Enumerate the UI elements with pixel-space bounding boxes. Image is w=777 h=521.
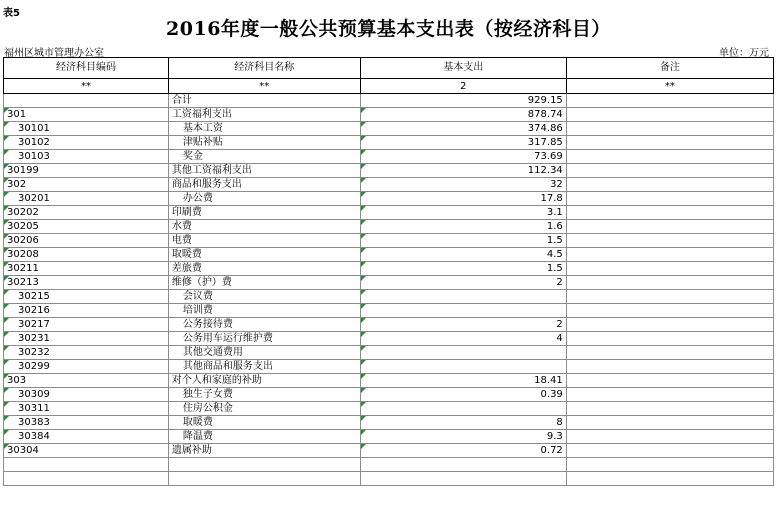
cell-amount[interactable] bbox=[360, 248, 566, 262]
cell-name[interactable]: 取暖费 bbox=[168, 248, 360, 262]
table-row bbox=[4, 416, 774, 430]
cell-name[interactable]: 公务接待费 bbox=[168, 318, 360, 332]
error-flag-icon bbox=[4, 318, 9, 323]
cell-amount-text: 374.86 bbox=[527, 123, 563, 134]
cell-note[interactable] bbox=[566, 472, 773, 486]
cell-code-text: 30202 bbox=[7, 207, 39, 218]
cell-code-text: 30309 bbox=[18, 389, 50, 400]
cell-code[interactable] bbox=[4, 430, 169, 444]
error-flag-icon bbox=[361, 304, 366, 309]
cell-name[interactable]: 其他交通费用 bbox=[168, 346, 360, 360]
error-flag-icon bbox=[361, 220, 366, 225]
error-flag-icon bbox=[4, 416, 9, 421]
cell-amount-text: 1.5 bbox=[546, 235, 563, 246]
table-row bbox=[4, 388, 774, 402]
header-note[interactable]: 备注 bbox=[566, 58, 773, 79]
cell-amount[interactable] bbox=[360, 94, 566, 108]
table-row bbox=[4, 122, 774, 136]
cell-amount[interactable] bbox=[360, 150, 566, 164]
cell-code-text: 30232 bbox=[18, 347, 50, 358]
cell-code[interactable] bbox=[4, 472, 169, 486]
org-name: 福州区城市管理办公室 bbox=[4, 48, 104, 59]
cell-code[interactable] bbox=[4, 178, 169, 192]
header-name[interactable]: 经济科目名称 bbox=[168, 58, 360, 79]
cell-amount-text: 0.72 bbox=[540, 445, 563, 456]
error-flag-icon bbox=[361, 290, 366, 295]
header-code[interactable]: 经济科目编码 bbox=[4, 58, 169, 79]
cell-code-text: 30217 bbox=[18, 319, 50, 330]
cell-code[interactable] bbox=[4, 136, 169, 150]
table-label: 表5 bbox=[3, 8, 20, 19]
error-flag-icon bbox=[361, 178, 366, 183]
cell-name[interactable]: 其他商品和服务支出 bbox=[168, 360, 360, 374]
cell-amount[interactable] bbox=[360, 388, 566, 402]
error-flag-icon bbox=[361, 192, 366, 197]
error-flag-icon bbox=[361, 276, 366, 281]
error-flag-icon bbox=[361, 164, 366, 169]
cell-code-text: 30304 bbox=[7, 445, 39, 456]
error-flag-icon bbox=[4, 262, 9, 267]
cell-name[interactable]: 维修（护）费 bbox=[168, 276, 360, 290]
cell-code-text: 301 bbox=[7, 109, 27, 120]
cell-amount[interactable] bbox=[360, 304, 566, 318]
table-row bbox=[4, 206, 774, 220]
cell-amount[interactable] bbox=[360, 192, 566, 206]
error-flag-icon bbox=[361, 248, 366, 253]
error-flag-icon bbox=[361, 360, 366, 365]
error-flag-icon bbox=[4, 150, 9, 155]
cell-amount[interactable] bbox=[360, 318, 566, 332]
cell-name[interactable]: 商品和服务支出 bbox=[168, 178, 360, 192]
table-row bbox=[4, 402, 774, 416]
cell-code-text: 30383 bbox=[18, 417, 50, 428]
error-flag-icon bbox=[4, 206, 9, 211]
cell-note[interactable] bbox=[566, 290, 773, 304]
header-amount[interactable]: 基本支出 bbox=[360, 58, 566, 79]
cell-code[interactable] bbox=[4, 304, 169, 318]
cell-name[interactable]: 电费 bbox=[168, 234, 360, 248]
cell-code[interactable] bbox=[4, 458, 169, 472]
cell-code[interactable] bbox=[4, 388, 169, 402]
cell-note[interactable] bbox=[566, 220, 773, 234]
page-title: 2016年度一般公共预算基本支出表（按经济科目） bbox=[166, 18, 611, 40]
cell-code-text: 30231 bbox=[18, 333, 50, 344]
cell-amount[interactable] bbox=[360, 262, 566, 276]
cell-code-text: 303 bbox=[7, 375, 27, 386]
cell-code[interactable] bbox=[4, 276, 169, 290]
marker-cell[interactable]: ** bbox=[566, 79, 773, 94]
cell-code-text: 30101 bbox=[18, 123, 50, 134]
cell-name[interactable]: 公务用车运行维护费 bbox=[168, 332, 360, 346]
cell-note[interactable] bbox=[566, 248, 773, 262]
cell-name[interactable]: 津贴补贴 bbox=[168, 136, 360, 150]
table-row bbox=[4, 276, 774, 290]
cell-note[interactable] bbox=[566, 318, 773, 332]
error-flag-icon bbox=[361, 374, 366, 379]
cell-code-text: 30215 bbox=[18, 291, 50, 302]
table-row bbox=[4, 430, 774, 444]
table-row bbox=[4, 318, 774, 332]
cell-name[interactable]: 合计 bbox=[168, 94, 360, 108]
error-flag-icon bbox=[361, 234, 366, 239]
error-flag-icon bbox=[4, 402, 9, 407]
cell-code[interactable] bbox=[4, 360, 169, 374]
cell-note[interactable] bbox=[566, 234, 773, 248]
cell-note[interactable] bbox=[566, 416, 773, 430]
error-flag-icon bbox=[4, 374, 9, 379]
cell-name[interactable]: 对个人和家庭的补助 bbox=[168, 374, 360, 388]
error-flag-icon bbox=[4, 122, 9, 127]
cell-amount-text: 4 bbox=[556, 333, 563, 344]
cell-note[interactable] bbox=[566, 262, 773, 276]
cell-note[interactable] bbox=[566, 360, 773, 374]
budget-table bbox=[3, 57, 774, 486]
cell-code[interactable] bbox=[4, 318, 169, 332]
cell-amount[interactable] bbox=[360, 360, 566, 374]
cell-amount[interactable] bbox=[360, 234, 566, 248]
cell-code[interactable] bbox=[4, 374, 169, 388]
cell-code[interactable] bbox=[4, 150, 169, 164]
error-flag-icon bbox=[4, 346, 9, 351]
error-flag-icon bbox=[361, 108, 366, 113]
cell-name[interactable]: 差旅费 bbox=[168, 262, 360, 276]
cell-name[interactable] bbox=[168, 458, 360, 472]
cell-name[interactable]: 降温费 bbox=[168, 430, 360, 444]
cell-note[interactable] bbox=[566, 430, 773, 444]
error-flag-icon bbox=[361, 332, 366, 337]
cell-note[interactable] bbox=[566, 164, 773, 178]
cell-note[interactable] bbox=[566, 136, 773, 150]
cell-amount-text: 929.15 bbox=[527, 95, 563, 106]
cell-code[interactable] bbox=[4, 444, 169, 458]
table-row bbox=[4, 444, 774, 458]
cell-code[interactable] bbox=[4, 122, 169, 136]
cell-amount-text: 2 bbox=[556, 277, 563, 288]
table-row bbox=[4, 472, 774, 486]
cell-amount[interactable] bbox=[360, 346, 566, 360]
table-row bbox=[4, 108, 774, 122]
cell-code-text: 30201 bbox=[18, 193, 50, 204]
error-flag-icon bbox=[361, 262, 366, 267]
cell-code[interactable] bbox=[4, 416, 169, 430]
cell-amount-text: 18.41 bbox=[534, 375, 563, 386]
cell-amount-text: 17.8 bbox=[540, 193, 563, 204]
cell-note[interactable] bbox=[566, 374, 773, 388]
cell-name[interactable]: 印刷费 bbox=[168, 206, 360, 220]
marker-row bbox=[4, 79, 774, 94]
cell-code[interactable] bbox=[4, 206, 169, 220]
cell-code-text: 30311 bbox=[18, 403, 50, 414]
cell-note[interactable] bbox=[566, 332, 773, 346]
cell-amount-text: 1.6 bbox=[546, 221, 563, 232]
error-flag-icon bbox=[4, 108, 9, 113]
cell-note[interactable] bbox=[566, 444, 773, 458]
cell-code[interactable] bbox=[4, 192, 169, 206]
cell-code-text: 30103 bbox=[18, 151, 50, 162]
cell-code-text: 30216 bbox=[18, 305, 50, 316]
cell-amount-text: 878.74 bbox=[527, 109, 563, 120]
error-flag-icon bbox=[4, 234, 9, 239]
cell-amount[interactable] bbox=[360, 122, 566, 136]
cell-note[interactable] bbox=[566, 276, 773, 290]
error-flag-icon bbox=[361, 402, 366, 407]
error-flag-icon bbox=[4, 444, 9, 449]
cell-code-text: 30299 bbox=[18, 361, 50, 372]
cell-amount[interactable] bbox=[360, 332, 566, 346]
error-flag-icon bbox=[4, 178, 9, 183]
error-flag-icon bbox=[4, 290, 9, 295]
error-flag-icon bbox=[361, 346, 366, 351]
cell-amount-text: 2 bbox=[556, 319, 563, 330]
cell-amount-text: 0.39 bbox=[540, 389, 563, 400]
cell-note[interactable] bbox=[566, 178, 773, 192]
cell-amount[interactable] bbox=[360, 206, 566, 220]
table-row bbox=[4, 178, 774, 192]
cell-code-text: 30199 bbox=[7, 165, 39, 176]
cell-note[interactable] bbox=[566, 108, 773, 122]
cell-code[interactable] bbox=[4, 248, 169, 262]
cell-name[interactable]: 工资福利支出 bbox=[168, 108, 360, 122]
table-row bbox=[4, 234, 774, 248]
cell-code-text: 30384 bbox=[18, 431, 50, 442]
table-row bbox=[4, 262, 774, 276]
cell-name[interactable]: 取暖费 bbox=[168, 416, 360, 430]
error-flag-icon bbox=[361, 136, 366, 141]
cell-note[interactable] bbox=[566, 346, 773, 360]
cell-note[interactable] bbox=[566, 150, 773, 164]
cell-name[interactable]: 其他工资福利支出 bbox=[168, 164, 360, 178]
error-flag-icon bbox=[4, 360, 9, 365]
cell-code-text: 30102 bbox=[18, 137, 50, 148]
table-row bbox=[4, 458, 774, 472]
error-flag-icon bbox=[4, 220, 9, 225]
table-row bbox=[4, 94, 774, 108]
cell-amount[interactable] bbox=[360, 220, 566, 234]
error-flag-icon bbox=[361, 388, 366, 393]
table-row bbox=[4, 164, 774, 178]
cell-code[interactable] bbox=[4, 94, 169, 108]
cell-name[interactable]: 遗属补助 bbox=[168, 444, 360, 458]
error-flag-icon bbox=[4, 136, 9, 141]
cell-code-text: 30205 bbox=[7, 221, 39, 232]
cell-code-text: 302 bbox=[7, 179, 27, 190]
cell-amount[interactable] bbox=[360, 458, 566, 472]
table-row bbox=[4, 136, 774, 150]
cell-name[interactable]: 奖金 bbox=[168, 150, 360, 164]
marker-cell[interactable]: ** bbox=[168, 79, 360, 94]
cell-code-text: 30206 bbox=[7, 235, 39, 246]
error-flag-icon bbox=[4, 430, 9, 435]
cell-code[interactable] bbox=[4, 402, 169, 416]
cell-amount[interactable] bbox=[360, 178, 566, 192]
cell-amount-text: 3.1 bbox=[546, 207, 563, 218]
cell-code-text: 30211 bbox=[7, 263, 39, 274]
cell-note[interactable] bbox=[566, 402, 773, 416]
error-flag-icon bbox=[361, 206, 366, 211]
cell-amount-text: 9.3 bbox=[546, 431, 563, 442]
cell-amount[interactable] bbox=[360, 276, 566, 290]
cell-amount[interactable] bbox=[360, 402, 566, 416]
cell-amount[interactable] bbox=[360, 374, 566, 388]
cell-code-text: 30213 bbox=[7, 277, 39, 288]
cell-name[interactable] bbox=[168, 472, 360, 486]
cell-amount[interactable] bbox=[360, 416, 566, 430]
error-flag-icon bbox=[361, 416, 366, 421]
error-flag-icon bbox=[361, 318, 366, 323]
cell-name[interactable]: 独生子女费 bbox=[168, 388, 360, 402]
cell-amount[interactable] bbox=[360, 444, 566, 458]
table-row bbox=[4, 150, 774, 164]
cell-amount[interactable] bbox=[360, 430, 566, 444]
cell-amount-text: 317.85 bbox=[527, 137, 563, 148]
cell-code[interactable] bbox=[4, 220, 169, 234]
error-flag-icon bbox=[4, 248, 9, 253]
cell-note[interactable] bbox=[566, 192, 773, 206]
table-row bbox=[4, 332, 774, 346]
error-flag-icon bbox=[361, 150, 366, 155]
cell-code-text: 30208 bbox=[7, 249, 39, 260]
table-row bbox=[4, 304, 774, 318]
marker-cell[interactable]: 2 bbox=[360, 79, 566, 94]
cell-amount-text: 4.5 bbox=[546, 249, 563, 260]
error-flag-icon bbox=[361, 430, 366, 435]
cell-name[interactable]: 培训费 bbox=[168, 304, 360, 318]
cell-code[interactable] bbox=[4, 108, 169, 122]
cell-amount[interactable] bbox=[360, 108, 566, 122]
cell-amount-text: 73.69 bbox=[534, 151, 563, 162]
cell-name[interactable]: 会议费 bbox=[168, 290, 360, 304]
cell-amount-text: 1.5 bbox=[546, 263, 563, 274]
cell-name[interactable]: 住房公积金 bbox=[168, 402, 360, 416]
error-flag-icon bbox=[4, 192, 9, 197]
table-row bbox=[4, 374, 774, 388]
cell-note[interactable] bbox=[566, 122, 773, 136]
error-flag-icon bbox=[361, 122, 366, 127]
table-row bbox=[4, 192, 774, 206]
table-row bbox=[4, 360, 774, 374]
cell-name[interactable]: 水费 bbox=[168, 220, 360, 234]
table-row bbox=[4, 290, 774, 304]
marker-cell[interactable]: ** bbox=[4, 79, 169, 94]
cell-name[interactable]: 办公费 bbox=[168, 192, 360, 206]
cell-amount-text: 32 bbox=[550, 179, 563, 190]
cell-amount-text: 112.34 bbox=[527, 165, 563, 176]
cell-amount[interactable] bbox=[360, 136, 566, 150]
error-flag-icon bbox=[361, 444, 366, 449]
cell-note[interactable] bbox=[566, 388, 773, 402]
cell-note[interactable] bbox=[566, 94, 773, 108]
cell-name[interactable]: 基本工资 bbox=[168, 122, 360, 136]
error-flag-icon bbox=[4, 164, 9, 169]
error-flag-icon bbox=[4, 332, 9, 337]
cell-amount[interactable] bbox=[360, 164, 566, 178]
header-row bbox=[4, 58, 774, 79]
cell-code[interactable] bbox=[4, 164, 169, 178]
error-flag-icon bbox=[4, 388, 9, 393]
cell-code[interactable] bbox=[4, 290, 169, 304]
cell-note[interactable] bbox=[566, 304, 773, 318]
cell-code[interactable] bbox=[4, 346, 169, 360]
cell-code[interactable] bbox=[4, 332, 169, 346]
table-row bbox=[4, 346, 774, 360]
cell-amount-text: 8 bbox=[556, 417, 563, 428]
cell-note[interactable] bbox=[566, 206, 773, 220]
cell-amount[interactable] bbox=[360, 290, 566, 304]
cell-code[interactable] bbox=[4, 234, 169, 248]
error-flag-icon bbox=[4, 304, 9, 309]
cell-note[interactable] bbox=[566, 458, 773, 472]
cell-amount[interactable] bbox=[360, 472, 566, 486]
table-row bbox=[4, 220, 774, 234]
table-row bbox=[4, 248, 774, 262]
unit-label: 单位：万元 bbox=[719, 48, 769, 59]
error-flag-icon bbox=[4, 276, 9, 281]
cell-code[interactable] bbox=[4, 262, 169, 276]
